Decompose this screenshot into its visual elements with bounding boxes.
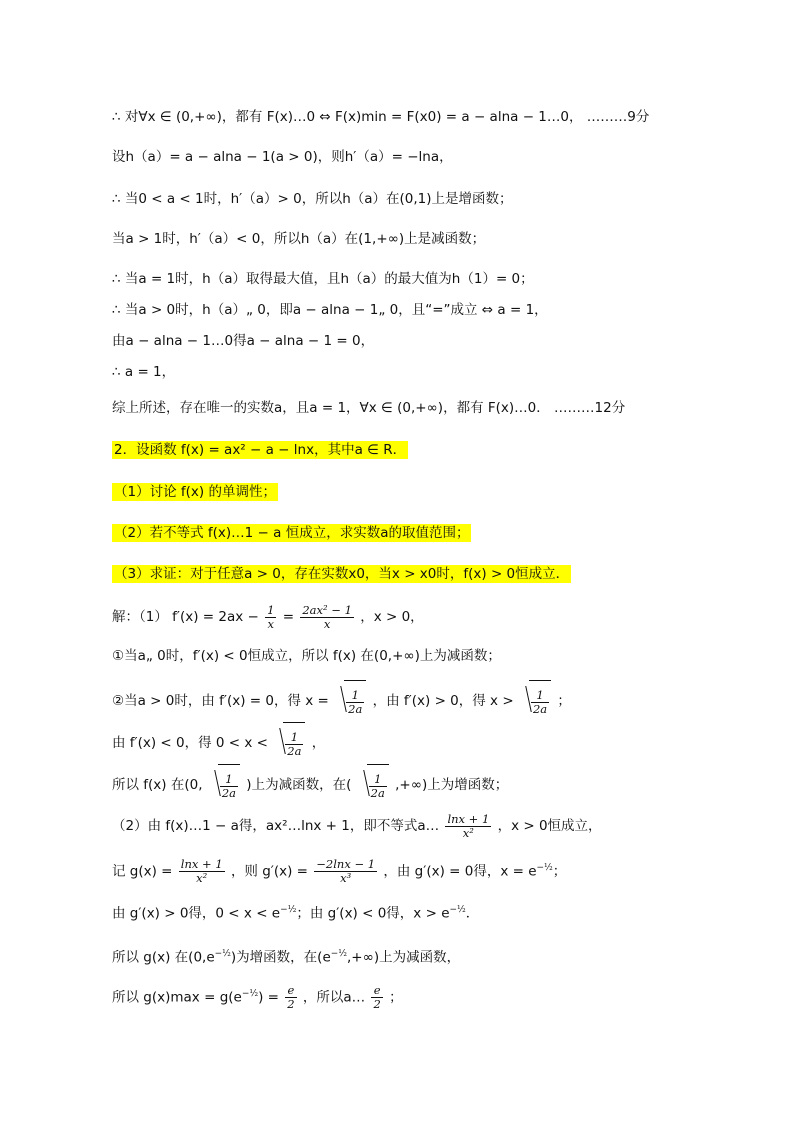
derivative-domain: ，x > 0， bbox=[360, 609, 424, 625]
question-2-text: 2．设函数 f(x) = ax² − a − lnx，其中a ∈ R． bbox=[114, 442, 407, 458]
fraction-numerator: lnx + 1 bbox=[447, 811, 490, 826]
monotonicity-end: ,+∞)上为增函数； bbox=[395, 777, 509, 793]
g-definition bbox=[112, 852, 566, 888]
fraction-numerator: 1 bbox=[369, 773, 387, 787]
exponent: −½ bbox=[449, 905, 466, 915]
sqrt-fraction bbox=[285, 731, 303, 758]
solution-line-7: 由a − alna − 1…0得a − alna − 1 = 0， bbox=[112, 333, 375, 349]
g-monotonicity bbox=[112, 944, 460, 968]
g-mono-lead: 所以 g(x) 在(0,e bbox=[112, 949, 215, 966]
negative-derivative-end: ， bbox=[311, 735, 326, 751]
part-2-lead: （2）由 f(x)…1 − a得，ax²…lnx + 1，即不等式a… bbox=[112, 818, 440, 834]
question-2-part-3 bbox=[112, 564, 571, 584]
monotonicity-lead: 所以 f(x) 在(0, bbox=[112, 777, 203, 793]
question-2-part-2 bbox=[112, 523, 471, 543]
case-a-positive-end: ； bbox=[557, 693, 571, 709]
exponent: −½ bbox=[536, 863, 553, 873]
question-2-part-3-text: （3）求证：对于任意a > 0，存在实数x0，当x > x0时，f(x) > 0恒成立． bbox=[114, 566, 570, 582]
fraction-lnx-over-x2 bbox=[445, 813, 491, 840]
g-mono-end: ,+∞)上为减函数， bbox=[347, 949, 461, 966]
fraction-numerator: 1 bbox=[531, 689, 549, 703]
fraction-denominator: 2a bbox=[532, 701, 548, 716]
monotonicity-mid: )上为减函数，在( bbox=[246, 777, 352, 793]
solution-line-1: ∴ 对∀x ∈ (0,+∞)，都有 F(x)…0 ⇔ F(x)min = F(x0) = a − alna − 1…0， ………9分 bbox=[112, 109, 650, 125]
equals-sign: = bbox=[282, 609, 295, 625]
fraction-numerator: 1 bbox=[220, 773, 238, 787]
sqrt-fraction bbox=[220, 773, 238, 800]
fraction-denominator: 2 bbox=[373, 997, 381, 1011]
fraction-numerator: e bbox=[371, 984, 382, 998]
fraction-numerator: 1 bbox=[267, 602, 275, 617]
g-max-end: ； bbox=[389, 989, 403, 1006]
sqrt-one-over-2a bbox=[520, 680, 551, 722]
solution-line-5: ∴ 当a = 1时，h（a）取得最大值，且h（a）的最大值为h（1）= 0； bbox=[112, 271, 534, 287]
derivative-lead: 解：（1） f′(x) = 2ax − bbox=[112, 609, 259, 625]
question-2-part-1-text: （1）讨论 f(x) 的单调性； bbox=[114, 484, 276, 500]
fraction-numerator: lnx + 1 bbox=[180, 857, 223, 871]
exponent: −½ bbox=[241, 989, 259, 999]
g-zero: ，由 g′(x) = 0得，x = e bbox=[383, 863, 537, 880]
fraction-g bbox=[179, 858, 225, 885]
fraction-denominator: 2a bbox=[287, 743, 302, 758]
sqrt-fraction bbox=[346, 689, 364, 716]
sqrt-one-over-2a bbox=[335, 680, 366, 722]
fraction-denominator: x bbox=[323, 616, 331, 631]
sqrt-one-over-2a bbox=[358, 764, 389, 806]
solution-line-3: ∴ 当0 < a < 1时，h′（a）> 0，所以h（a）在(0,1)上是增函数； bbox=[112, 191, 513, 207]
sqrt-one-over-2a bbox=[274, 722, 305, 764]
negative-derivative-lead: 由 f′(x) < 0，得 0 < x < bbox=[112, 735, 268, 751]
question-2-part-1 bbox=[112, 482, 278, 502]
g-max-conclusion: ，所以a… bbox=[302, 989, 366, 1006]
g-sign-analysis bbox=[112, 900, 479, 924]
fraction-denominator: x² bbox=[462, 825, 474, 840]
case-a-nonpositive: ①当a„ 0时，f′(x) < 0恒成立，所以 f(x) 在(0,+∞)上为减函数； bbox=[112, 648, 501, 664]
fraction-g-derivative bbox=[314, 858, 377, 885]
solution-derivative bbox=[112, 600, 424, 634]
monotonicity-summary bbox=[112, 764, 508, 806]
fraction-numerator: 1 bbox=[285, 731, 303, 745]
sqrt-one-over-2a bbox=[209, 764, 240, 806]
g-sign-end: ． bbox=[465, 905, 480, 922]
negative-derivative-interval bbox=[112, 722, 325, 764]
fraction-denominator: 2 bbox=[287, 997, 295, 1011]
g-max-eq: ) = bbox=[258, 989, 279, 1006]
solution-conclusion: 综上所述，存在唯一的实数a，且a = 1，∀x ∈ (0,+∞)，都有 F(x)…0． ………12分 bbox=[112, 400, 626, 416]
exponent: −½ bbox=[330, 949, 348, 959]
part-2-end: ，x > 0恒成立， bbox=[497, 818, 602, 834]
g-mono-mid: )为增函数，在(e bbox=[230, 949, 331, 966]
g-zero-end: ； bbox=[552, 863, 567, 880]
g-negative: ；由 g′(x) < 0得，x > e bbox=[296, 905, 450, 922]
fraction-denominator: x³ bbox=[340, 871, 352, 885]
g-lead: 记 g(x) = bbox=[112, 863, 173, 880]
question-2-part-2-text: （2）若不等式 f(x)…1 − a 恒成立，求实数a的取值范围； bbox=[114, 525, 470, 541]
g-positive: 由 g′(x) > 0得，0 < x < e bbox=[112, 905, 281, 922]
fraction-numerator: 2ax² − 1 bbox=[302, 602, 352, 617]
sqrt-fraction bbox=[531, 689, 549, 716]
fraction-denominator: 2a bbox=[221, 785, 236, 800]
solution-line-2: 设h（a）= a − alna − 1(a > 0)，则h′（a）= −lna， bbox=[112, 149, 453, 165]
sqrt-fraction bbox=[369, 773, 387, 800]
fraction-denominator: x bbox=[267, 616, 275, 631]
fraction-e-over-2 bbox=[285, 984, 296, 1011]
exponent: −½ bbox=[214, 949, 231, 959]
case-a-positive bbox=[112, 680, 571, 722]
part-2-inequality bbox=[112, 810, 602, 842]
fraction-denominator: 2a bbox=[348, 701, 363, 716]
exponent: −½ bbox=[280, 905, 297, 915]
g-derivative-lead: ，则 g′(x) = bbox=[230, 863, 308, 880]
g-maximum bbox=[112, 978, 403, 1014]
fraction-denominator: 2a bbox=[370, 785, 385, 800]
fraction-one-over-x bbox=[265, 604, 276, 631]
fraction-numerator: −2lnx − 1 bbox=[316, 857, 376, 871]
case-a-positive-lead: ②当a > 0时，由 f′(x) = 0，得 x = bbox=[112, 693, 329, 709]
case-a-positive-mid: ，由 f′(x) > 0，得 x > bbox=[372, 693, 514, 709]
fraction-numerator: 1 bbox=[346, 689, 364, 703]
solution-line-8: ∴ a = 1， bbox=[112, 364, 176, 380]
g-max-lead: 所以 g(x)max = g(e bbox=[112, 989, 242, 1006]
fraction-derivative bbox=[300, 604, 354, 631]
fraction-denominator: x² bbox=[196, 871, 208, 885]
fraction-e-over-2 bbox=[371, 984, 382, 1011]
solution-line-6: ∴ 当a > 0时，h（a）„ 0，即a − alna − 1„ 0，且“=”成立 ⇔ a = 1， bbox=[112, 302, 548, 318]
question-2-title bbox=[112, 440, 408, 460]
fraction-numerator: e bbox=[285, 984, 296, 998]
solution-line-4: 当a > 1时，h′（a）< 0，所以h（a）在(1,+∞)上是减函数； bbox=[112, 231, 486, 247]
